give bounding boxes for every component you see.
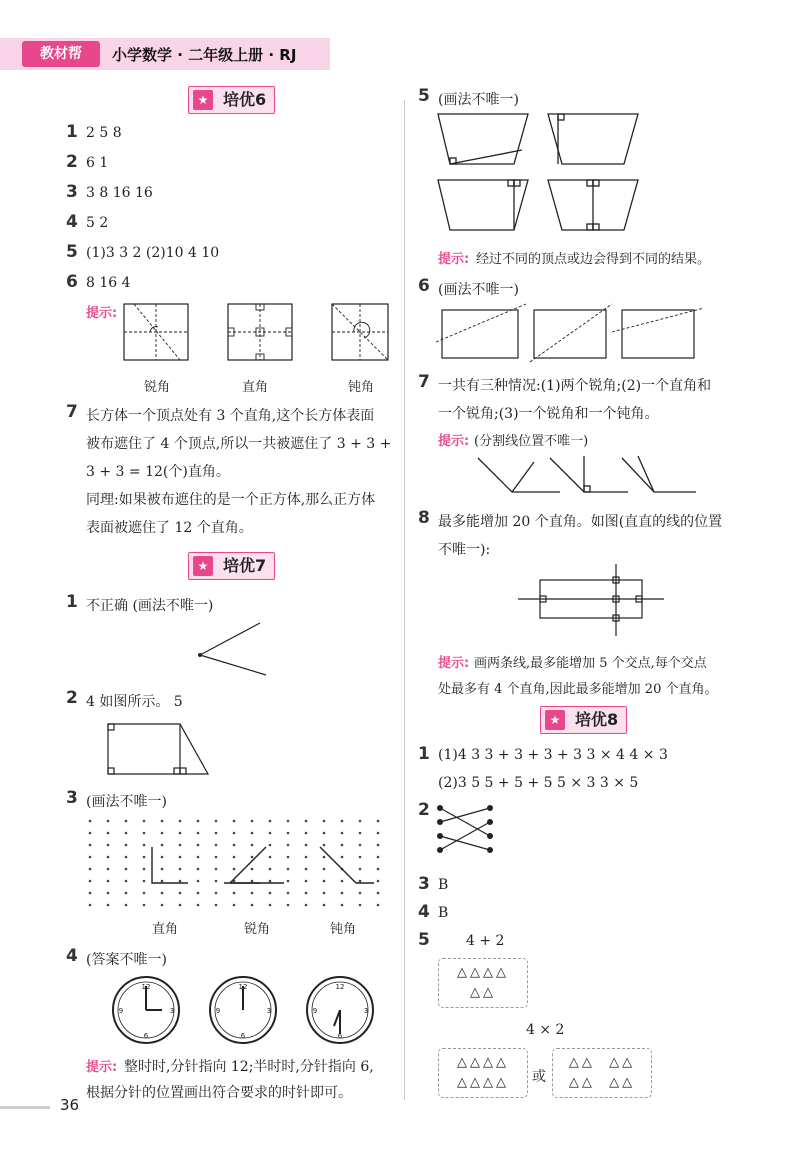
q-number: 5 — [418, 930, 430, 950]
grid-dot — [269, 904, 272, 907]
grid-dot — [323, 868, 326, 871]
grid-dot — [377, 844, 380, 847]
trapezoid-cut-figures — [430, 110, 660, 240]
answer-text: 6 1 — [86, 155, 109, 171]
grid-dot — [197, 820, 200, 823]
grid-dot — [89, 868, 92, 871]
svg-text:3: 3 — [169, 1007, 175, 1015]
answer-line: 3 + 3 = 12(个)直角。 — [86, 464, 230, 480]
grid-dot — [359, 880, 362, 883]
grid-dot — [341, 820, 344, 823]
grid-dot — [179, 832, 182, 835]
answer-text: (画法不唯一) — [438, 92, 519, 108]
answer-text: 2 5 8 — [86, 125, 122, 141]
hint-text: 整时时,分针指向 12;半时时,分针指向 6, — [124, 1059, 374, 1075]
q-number: 2 — [66, 152, 78, 172]
grid-dot — [359, 892, 362, 895]
answer-text: 不正确 (画法不唯一) — [86, 598, 214, 614]
grid-dot — [251, 892, 254, 895]
grid-dot — [287, 844, 290, 847]
grid-dot — [305, 904, 308, 907]
grid-dot — [287, 892, 290, 895]
grid-dot — [125, 832, 128, 835]
star-icon: ★ — [545, 710, 565, 730]
grid-dot — [197, 868, 200, 871]
answer-line: 长方体一个顶点处有 3 个直角,这个长方体表面 — [86, 408, 375, 424]
hint-label: 提示: — [86, 306, 118, 321]
grid-dot — [233, 844, 236, 847]
grid-dot — [89, 856, 92, 859]
grid-dot — [143, 820, 146, 823]
grid-dot — [323, 892, 326, 895]
page-number-line — [0, 1106, 50, 1109]
q-number: 5 — [66, 242, 78, 262]
grid-dot — [125, 880, 128, 883]
hint-label: 提示: — [86, 1060, 118, 1075]
svg-text:3: 3 — [266, 1007, 272, 1015]
dot-grid-figure — [84, 815, 384, 915]
grid-dot — [305, 832, 308, 835]
grid-dot — [215, 856, 218, 859]
q-number: 4 — [66, 946, 78, 966]
grid-dot — [377, 820, 380, 823]
grid-dot — [215, 880, 218, 883]
q-number: 7 — [418, 372, 430, 392]
grid-dot — [251, 868, 254, 871]
answer-text: (答案不唯一) — [86, 952, 167, 968]
hint-label: 提示: — [438, 252, 470, 267]
answer-text: 8 16 4 — [86, 275, 131, 291]
folded-square-figures — [120, 300, 400, 366]
q-number: 1 — [66, 592, 78, 612]
answer-line: 一共有三种情况:(1)两个锐角;(2)一个直角和 — [438, 378, 712, 394]
svg-text:9: 9 — [312, 1007, 318, 1015]
grid-dot — [251, 820, 254, 823]
caption: 锐角 — [144, 380, 171, 395]
answer-text: B — [438, 877, 449, 893]
triangle-row: △△△△ — [457, 965, 509, 980]
grid-dot — [215, 868, 218, 871]
answer-line: 同理:如果被布遮住的是一个正方体,那么正方体 — [86, 492, 376, 508]
grid-dot — [125, 904, 128, 907]
grid-dot — [233, 856, 236, 859]
grid-dot — [269, 892, 272, 895]
grid-dot — [179, 820, 182, 823]
svg-text:9: 9 — [118, 1007, 124, 1015]
grid-dot — [269, 880, 272, 883]
grid-dot — [197, 844, 200, 847]
hint-label: 提示: — [438, 656, 470, 671]
grid-dot — [305, 868, 308, 871]
triangle-box — [438, 1048, 528, 1098]
grid-dot — [161, 820, 164, 823]
grid-dot — [305, 820, 308, 823]
section-title-6 — [188, 86, 275, 114]
grid-dot — [251, 856, 254, 859]
grid-dot — [161, 892, 164, 895]
grid-dot — [161, 856, 164, 859]
grid-dot — [215, 832, 218, 835]
angle-figure — [190, 615, 280, 680]
grid-dot — [251, 844, 254, 847]
grid-dot — [107, 904, 110, 907]
q-number: 2 — [418, 800, 430, 820]
column-divider — [404, 100, 405, 1100]
grid-dot — [179, 892, 182, 895]
hint-label: 提示: — [438, 434, 470, 449]
caption: 钝角 — [348, 380, 375, 395]
grid-dot — [143, 832, 146, 835]
grid-dot — [161, 832, 164, 835]
grid-dot — [89, 820, 92, 823]
grid-dot — [269, 856, 272, 859]
grid-dot — [359, 868, 362, 871]
grid-dot — [287, 904, 290, 907]
grid-dot — [269, 820, 272, 823]
grid-dot — [89, 832, 92, 835]
grid-dot — [179, 868, 182, 871]
grid-dot — [341, 892, 344, 895]
grid-dot — [107, 832, 110, 835]
grid-dot — [143, 844, 146, 847]
q-number: 1 — [66, 122, 78, 142]
grid-dot — [89, 844, 92, 847]
grid-dot — [197, 856, 200, 859]
grid-dot — [323, 904, 326, 907]
grid-dot — [341, 844, 344, 847]
grid-dot — [233, 820, 236, 823]
caption: 钝角 — [330, 922, 357, 937]
caption: 锐角 — [244, 922, 271, 937]
grid-dot — [323, 832, 326, 835]
grid-dot — [287, 832, 290, 835]
grid-dot — [359, 904, 362, 907]
grid-dot — [143, 856, 146, 859]
triangle-row: △△ △△ — [568, 1075, 636, 1090]
grid-dot — [215, 892, 218, 895]
grid-dot — [377, 868, 380, 871]
grid-dot — [287, 856, 290, 859]
grid-dot — [305, 844, 308, 847]
grid-dot — [179, 904, 182, 907]
svg-text:6: 6 — [337, 1032, 343, 1040]
q-number: 2 — [66, 688, 78, 708]
answer-text: B — [438, 905, 449, 921]
svg-text:12: 12 — [141, 983, 151, 991]
q-number: 3 — [66, 788, 78, 808]
q-number: 6 — [418, 276, 430, 296]
q-number: 3 — [66, 182, 78, 202]
grid-dot — [197, 904, 200, 907]
answer-text: (画法不唯一) — [438, 282, 519, 298]
expression: 4 + 2 — [466, 933, 505, 949]
grid-dot — [269, 868, 272, 871]
grid-dot — [305, 892, 308, 895]
grid-dot — [323, 844, 326, 847]
grid-dot — [341, 904, 344, 907]
grid-dot — [161, 844, 164, 847]
triangle-row: △△△△ — [457, 1075, 509, 1090]
grid-dot — [143, 904, 146, 907]
grid-dot — [107, 856, 110, 859]
hint-text: 画两条线,最多能增加 5 个交点,每个交点 — [474, 656, 707, 671]
or-label: 或 — [532, 1069, 546, 1085]
grid-dot — [107, 880, 110, 883]
grid-dot — [89, 904, 92, 907]
q-number: 5 — [418, 86, 430, 106]
section-label: 培优8 — [575, 710, 619, 729]
q-number: 4 — [66, 212, 78, 232]
answer-text: (画法不唯一) — [86, 794, 167, 810]
grid-dot — [251, 832, 254, 835]
clock-figures — [110, 972, 390, 1048]
grid-dot — [233, 832, 236, 835]
triangle-row: △△ — [470, 985, 496, 1000]
grid-dot — [161, 880, 164, 883]
grid-dot — [143, 868, 146, 871]
q-number: 4 — [418, 902, 430, 922]
q-number: 3 — [418, 874, 430, 894]
trapezoid-figure — [104, 720, 214, 780]
svg-text:6: 6 — [240, 1032, 246, 1040]
grid-dot — [161, 868, 164, 871]
angle-split-figures — [470, 452, 700, 498]
grid-dot — [197, 832, 200, 835]
star-icon: ★ — [193, 556, 213, 576]
grid-dot — [323, 820, 326, 823]
caption: 直角 — [242, 380, 269, 395]
hint-text: 根据分针的位置画出符合要求的时针即可。 — [86, 1085, 352, 1101]
caption: 直角 — [152, 922, 179, 937]
grid-dot — [197, 892, 200, 895]
grid-dot — [215, 820, 218, 823]
grid-dot — [287, 868, 290, 871]
triangle-box — [552, 1048, 652, 1098]
answer-text: 4 如图所示。 5 — [86, 694, 183, 710]
grid-dot — [215, 904, 218, 907]
svg-text:6: 6 — [143, 1032, 149, 1040]
grid-dot — [107, 868, 110, 871]
grid-dot — [233, 868, 236, 871]
grid-dot — [341, 880, 344, 883]
grid-dot — [125, 892, 128, 895]
grid-dot — [215, 844, 218, 847]
rectangle-lines-figure — [514, 560, 674, 640]
grid-dot — [107, 892, 110, 895]
hint-text: 经过不同的顶点或边会得到不同的结果。 — [476, 252, 711, 267]
grid-dot — [341, 832, 344, 835]
section-label: 培优6 — [223, 90, 267, 109]
answer-text: 3 8 16 16 — [86, 185, 153, 201]
grid-dot — [125, 868, 128, 871]
triangle-row: △△△△ — [457, 1055, 509, 1070]
section-label: 培优7 — [223, 556, 267, 575]
svg-text:9: 9 — [215, 1007, 221, 1015]
grid-dot — [161, 904, 164, 907]
svg-text:12: 12 — [238, 983, 248, 991]
answer-line: (1)4 3 3 + 3 + 3 + 3 3 × 4 4 × 3 — [438, 747, 668, 763]
answer-line: 表面被遮住了 12 个直角。 — [86, 520, 253, 536]
expression: 4 × 2 — [526, 1022, 565, 1038]
answer-text: 5 2 — [86, 215, 109, 231]
grid-dot — [89, 880, 92, 883]
grid-dot — [323, 880, 326, 883]
grid-dot — [125, 856, 128, 859]
q-number: 7 — [66, 402, 78, 422]
grid-dot — [233, 892, 236, 895]
grid-dot — [305, 880, 308, 883]
grid-dot — [269, 832, 272, 835]
grid-dot — [323, 856, 326, 859]
grid-dot — [125, 820, 128, 823]
grid-dot — [143, 892, 146, 895]
answer-text: (1)3 3 2 (2)10 4 10 — [86, 245, 220, 261]
hint-text: (分割线位置不唯一) — [474, 434, 589, 449]
hint-text: 处最多有 4 个直角,因此最多能增加 20 个直角。 — [438, 682, 718, 697]
star-icon: ★ — [193, 90, 213, 110]
rectangle-cut-figures — [436, 302, 716, 366]
header-tag: 教材帮 — [22, 41, 100, 67]
svg-text:12: 12 — [335, 983, 345, 991]
answer-line: (2)3 5 5 + 5 + 5 5 × 3 3 × 5 — [438, 775, 639, 791]
grid-dot — [305, 856, 308, 859]
q-number: 6 — [66, 272, 78, 292]
grid-dot — [377, 856, 380, 859]
triangle-box — [438, 958, 528, 1008]
grid-dot — [125, 844, 128, 847]
answer-line: 不唯一): — [438, 542, 491, 558]
grid-dot — [377, 832, 380, 835]
grid-dot — [269, 844, 272, 847]
grid-dot — [359, 856, 362, 859]
grid-dot — [107, 844, 110, 847]
grid-dot — [287, 820, 290, 823]
grid-dot — [359, 844, 362, 847]
answer-line: 最多能增加 20 个直角。如图(直直的线的位置 — [438, 514, 723, 530]
grid-dot — [251, 904, 254, 907]
section-title-8 — [540, 706, 627, 734]
triangle-row: △△ △△ — [568, 1055, 636, 1070]
grid-dot — [179, 856, 182, 859]
svg-text:3: 3 — [363, 1007, 369, 1015]
q-number: 8 — [418, 508, 430, 528]
header-title: 小学数学 · 二年级上册 · RJ — [112, 46, 297, 64]
grid-dot — [233, 904, 236, 907]
grid-dot — [107, 820, 110, 823]
grid-dot — [359, 832, 362, 835]
page-number: 36 — [60, 1096, 80, 1114]
grid-dot — [377, 880, 380, 883]
matching-figure — [430, 800, 510, 866]
grid-dot — [377, 904, 380, 907]
section-title-7 — [188, 552, 275, 580]
grid-dot — [359, 820, 362, 823]
answer-line: 一个锐角;(3)一个锐角和一个钝角。 — [438, 406, 659, 422]
grid-dot — [197, 880, 200, 883]
grid-dot — [143, 880, 146, 883]
grid-dot — [341, 856, 344, 859]
grid-dot — [287, 880, 290, 883]
grid-dot — [179, 880, 182, 883]
grid-dot — [377, 892, 380, 895]
grid-dot — [89, 892, 92, 895]
grid-dot — [179, 844, 182, 847]
answer-line: 被布遮住了 4 个顶点,所以一共被遮住了 3 + 3 + — [86, 436, 392, 452]
q-number: 1 — [418, 744, 430, 764]
grid-dot — [251, 880, 254, 883]
